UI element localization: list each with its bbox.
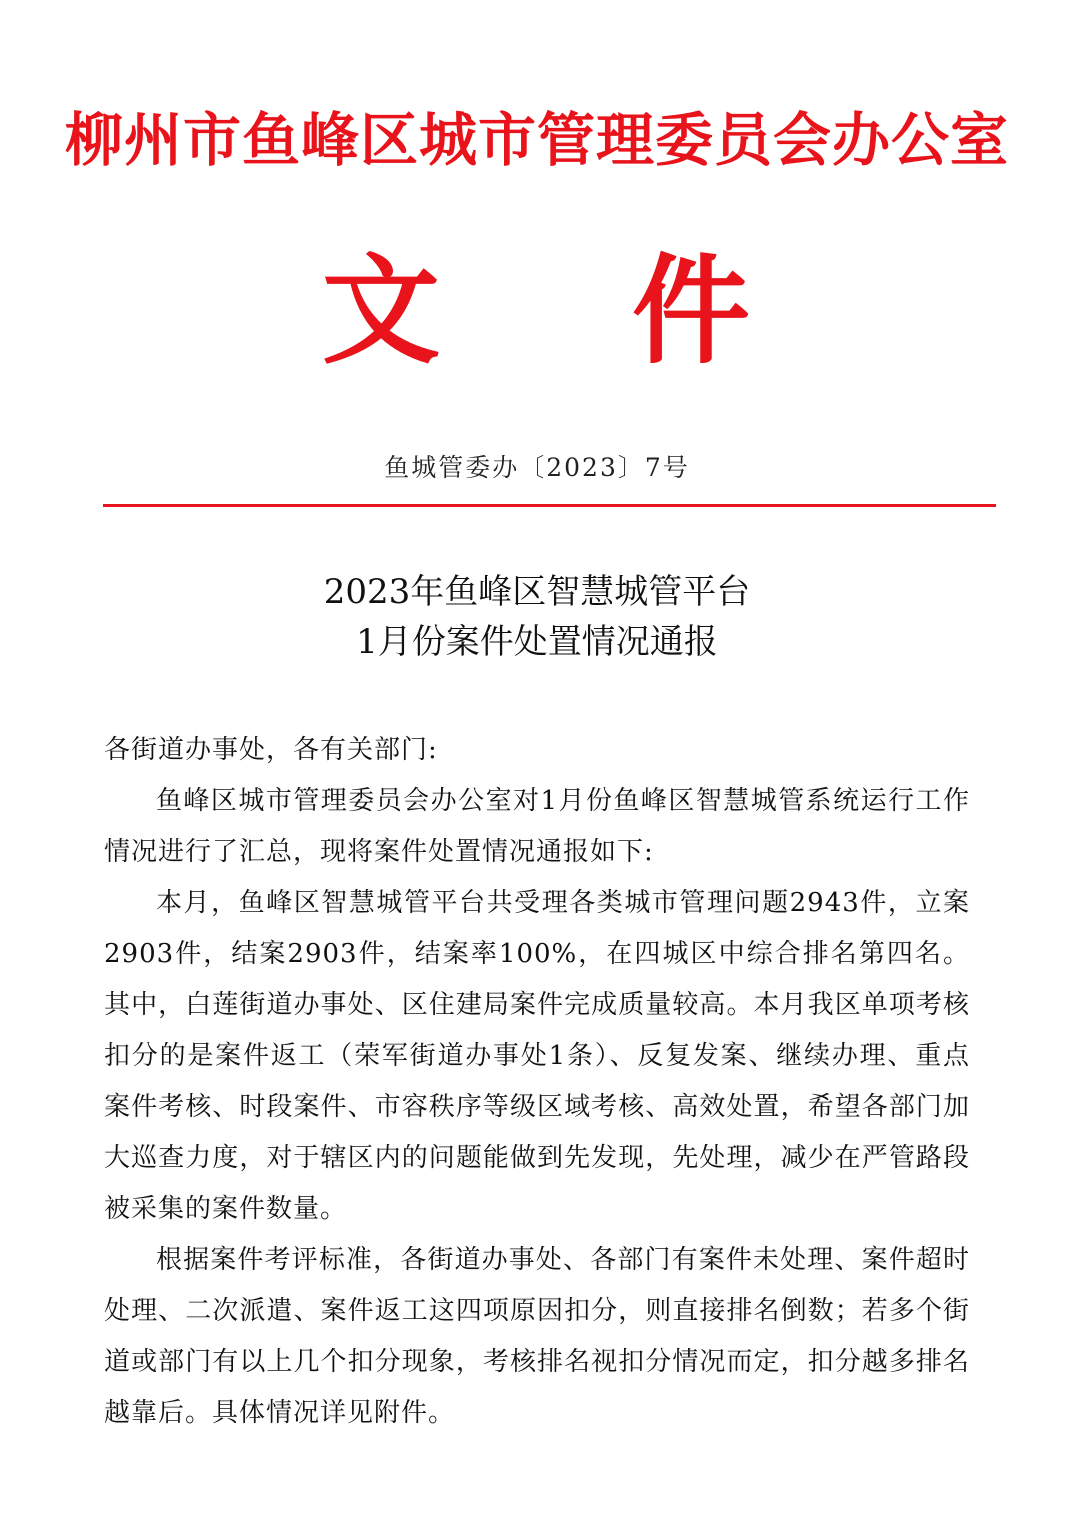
issuer-name: 柳州市鱼峰区城市管理委员会办公室 [64, 106, 1009, 174]
salutation: 各街道办事处，各有关部门: [104, 735, 438, 765]
paragraph-intro: 鱼峰区城市管理委员会办公室对1月份鱼峰区智慧城管系统运行工作情况进行了汇总，现将案件处置情况通报如下: [104, 786, 970, 867]
notice-body [104, 725, 970, 1439]
document-number: 鱼城管委办〔2023〕7号 [384, 453, 690, 482]
notice-title-line-2: 1月份案件处置情况通报 [356, 622, 718, 662]
notice-title-line-1: 2023年鱼峰区智慧城管平台 [323, 572, 751, 612]
document-word-wen: 文 [322, 241, 441, 380]
document-word-jian: 件 [632, 241, 751, 380]
paragraph-scoring-rules: 根据案件考评标准，各街道办事处、各部门有案件未处理、案件超时处理、二次派遣、案件返工这四项原因扣分，则直接排名倒数；若多个街道或部门有以上几个扣分现象，考核排名视扣分情况而定，扣分越多排名越靠后。具体情况详见附件。 [104, 1245, 970, 1428]
paragraph-statistics: 本月，鱼峰区智慧城管平台共受理各类城市管理问题2943件，立案2903件，结案2903件，结案率100%，在四城区中综合排名第四名。其中，白莲街道办事处、区住建局案件完成质量较高。本月我区单项考核扣分的是案件返工（荣军街道办事处1条）、反复发案、继续办理、重点案件考核、时段案件、市容秩序等级区域考核、高效处置，希望各部门加大巡查力度，对于辖区内的问题能做到先发现，先处理，减少在严管路段被采集的案件数量。 [104, 888, 970, 1224]
red-divider [103, 504, 996, 507]
